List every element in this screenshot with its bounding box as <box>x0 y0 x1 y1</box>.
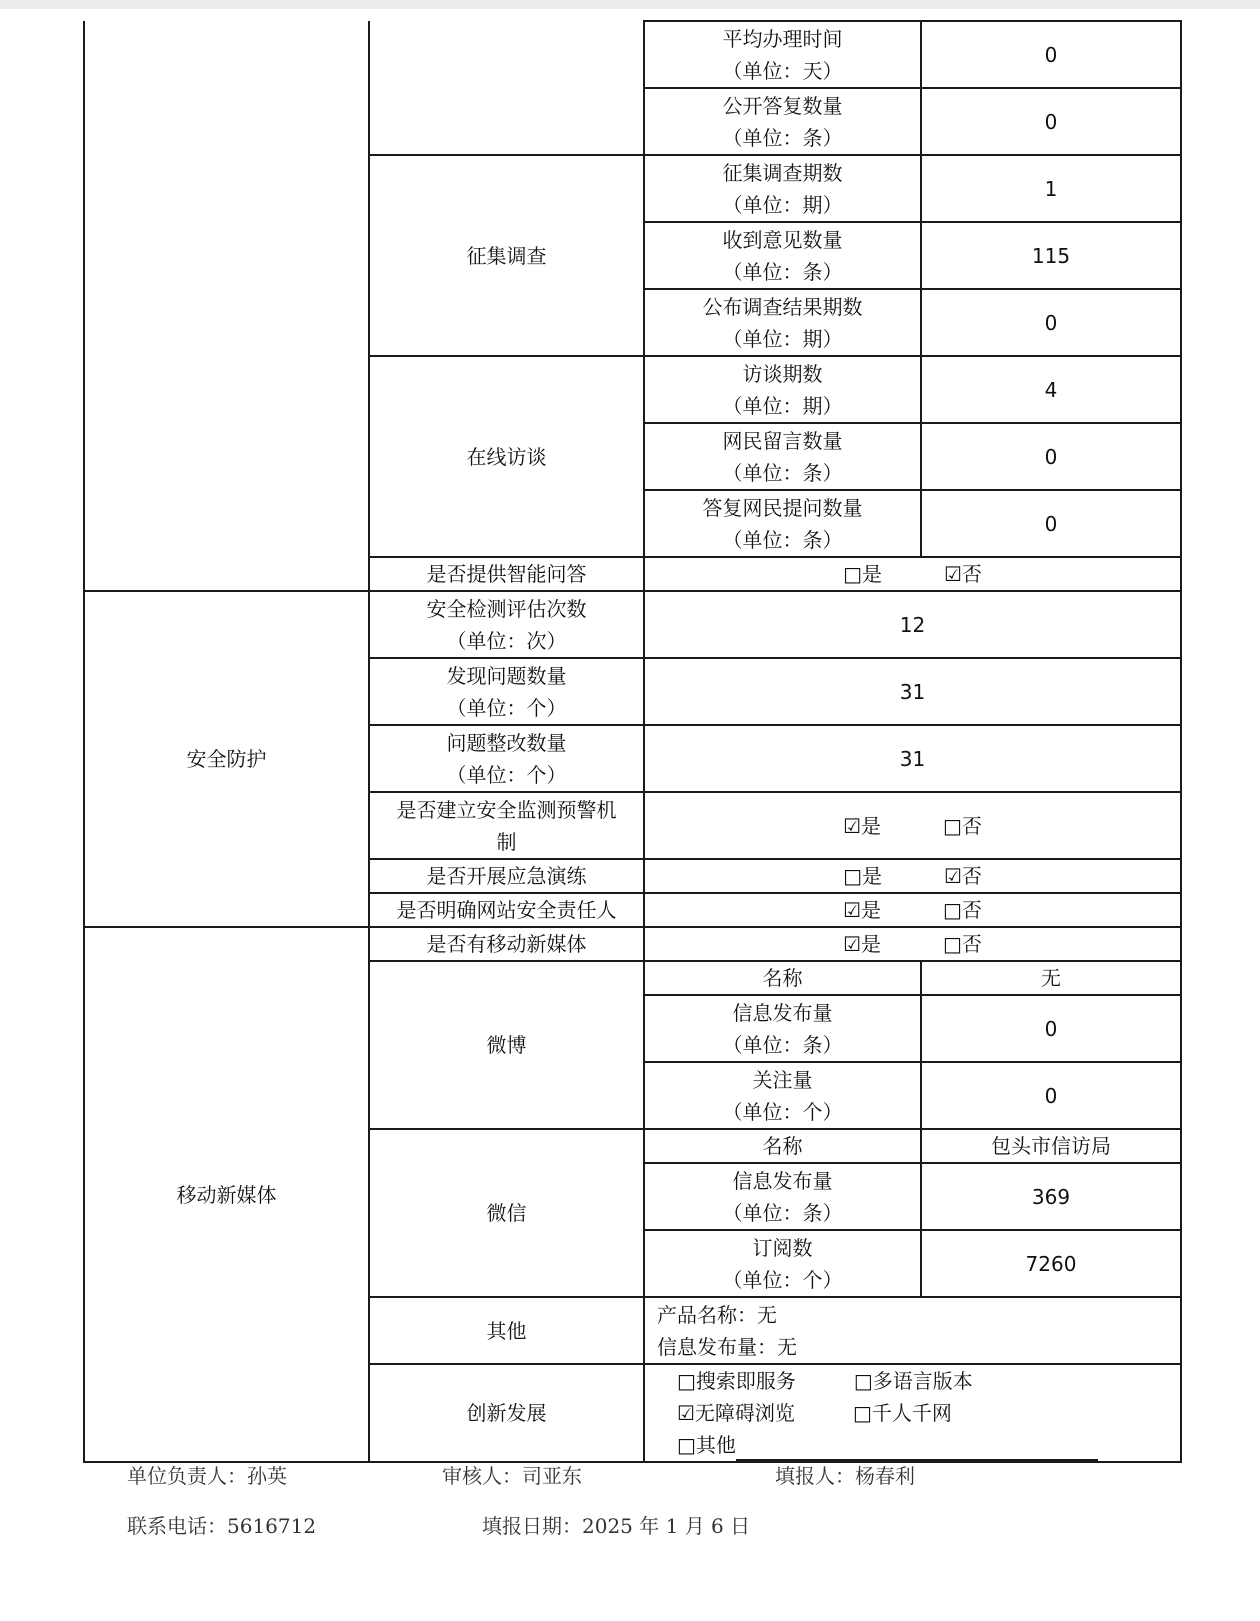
metric-label: 问题整改数量 （单位：个） <box>369 725 644 792</box>
checkbox-accessible-browsing[interactable]: ☑无障碍浏览 <box>677 1401 795 1425</box>
metric-label: 发现问题数量 （单位：个） <box>369 658 644 725</box>
yes-no-choice <box>644 557 1181 591</box>
top-edge-bar <box>0 0 1260 9</box>
metric-value: 4 <box>921 356 1181 423</box>
footer-reviewer: 审核人：司亚东 <box>442 1464 582 1488</box>
other-fill-line <box>736 1437 1098 1461</box>
innovation-options <box>644 1364 1181 1462</box>
metric-value: 无 <box>921 961 1181 995</box>
metric-label: 公布调查结果期数 （单位：期） <box>644 289 921 356</box>
metric-value: 0 <box>921 490 1181 557</box>
metric-label: 信息发布量 （单位：条） <box>644 995 921 1062</box>
metric-value: 0 <box>921 1062 1181 1129</box>
category-cell-interaction <box>84 21 369 591</box>
metric-value: 1 <box>921 155 1181 222</box>
footer-date: 填报日期：2025 年 1 月 6 日 <box>482 1514 751 1538</box>
checkbox-other[interactable]: □其他 <box>677 1433 736 1457</box>
metric-label: 访谈期数 （单位：期） <box>644 356 921 423</box>
checkbox-no[interactable]: ☑否 <box>943 864 982 888</box>
metric-label: 征集调查期数 （单位：期） <box>644 155 921 222</box>
metric-value: 115 <box>921 222 1181 289</box>
footer-filler: 填报人：杨春利 <box>775 1464 915 1488</box>
metric-label: 信息发布量 （单位：条） <box>644 1163 921 1230</box>
checkbox-multilingual[interactable]: □多语言版本 <box>853 1369 973 1393</box>
checkbox-yes[interactable]: □是 <box>843 562 882 586</box>
table-row <box>84 591 1181 658</box>
metric-value: 0 <box>921 289 1181 356</box>
checkbox-yes[interactable]: □是 <box>843 864 882 888</box>
checkbox-search-service[interactable]: □搜索即服务 <box>677 1369 796 1393</box>
table-row <box>84 21 1181 88</box>
yes-no-choice <box>644 927 1181 961</box>
question-label: 是否建立安全监测预警机 制 <box>369 792 644 859</box>
metric-value: 0 <box>921 21 1181 88</box>
subcategory-wechat: 微信 <box>369 1129 644 1297</box>
subcategory-cell-consult <box>369 21 644 155</box>
checkbox-no[interactable]: □否 <box>943 813 982 838</box>
metric-value: 31 <box>644 725 1181 792</box>
metric-value: 369 <box>921 1163 1181 1230</box>
yes-no-choice <box>644 859 1181 893</box>
metric-label: 名称 <box>644 961 921 995</box>
question-label: 是否明确网站安全责任人 <box>369 893 644 927</box>
subcategory-weibo: 微博 <box>369 961 644 1129</box>
metric-value: 12 <box>644 591 1181 658</box>
metric-label: 名称 <box>644 1129 921 1163</box>
table-row <box>84 927 1181 961</box>
question-label: 是否有移动新媒体 <box>369 927 644 961</box>
metric-label: 安全检测评估次数 （单位：次） <box>369 591 644 658</box>
other-product-info: 产品名称：无 信息发布量：无 <box>644 1297 1181 1364</box>
metric-value: 包头市信访局 <box>921 1129 1181 1163</box>
report-table <box>83 20 1182 1463</box>
metric-label: 公开答复数量 （单位：条） <box>644 88 921 155</box>
question-label: 是否开展应急演练 <box>369 859 644 893</box>
category-mobile-media: 移动新媒体 <box>84 927 369 1462</box>
question-label: 是否提供智能问答 <box>369 557 644 591</box>
checkbox-no[interactable]: ☑否 <box>943 562 982 586</box>
subcategory-survey: 征集调查 <box>369 155 644 356</box>
metric-value: 7260 <box>921 1230 1181 1297</box>
yes-no-choice <box>644 792 1181 859</box>
footer-phone: 联系电话：5616712 <box>127 1514 317 1538</box>
subcategory-interview: 在线访谈 <box>369 356 644 557</box>
metric-value: 0 <box>921 423 1181 490</box>
category-security: 安全防护 <box>84 591 369 927</box>
subcategory-other: 其他 <box>369 1297 644 1364</box>
checkbox-no[interactable]: □否 <box>943 898 982 922</box>
metric-label: 网民留言数量 （单位：条） <box>644 423 921 490</box>
checkbox-yes[interactable]: ☑是 <box>843 813 882 838</box>
metric-value: 31 <box>644 658 1181 725</box>
metric-label: 关注量 （单位：个） <box>644 1062 921 1129</box>
checkbox-no[interactable]: □否 <box>943 932 982 956</box>
footer-leader: 单位负责人：孙英 <box>127 1464 287 1488</box>
metric-value: 0 <box>921 88 1181 155</box>
metric-label: 订阅数 （单位：个） <box>644 1230 921 1297</box>
category-innovation: 创新发展 <box>369 1364 644 1462</box>
metric-label: 收到意见数量 （单位：条） <box>644 222 921 289</box>
yes-no-choice <box>644 893 1181 927</box>
metric-label: 平均办理时间 （单位：天） <box>644 21 921 88</box>
checkbox-yes[interactable]: ☑是 <box>843 898 882 922</box>
metric-value: 0 <box>921 995 1181 1062</box>
metric-label: 答复网民提问数量 （单位：条） <box>644 490 921 557</box>
checkbox-personalized[interactable]: □千人千网 <box>852 1401 952 1425</box>
checkbox-yes[interactable]: ☑是 <box>843 932 882 956</box>
